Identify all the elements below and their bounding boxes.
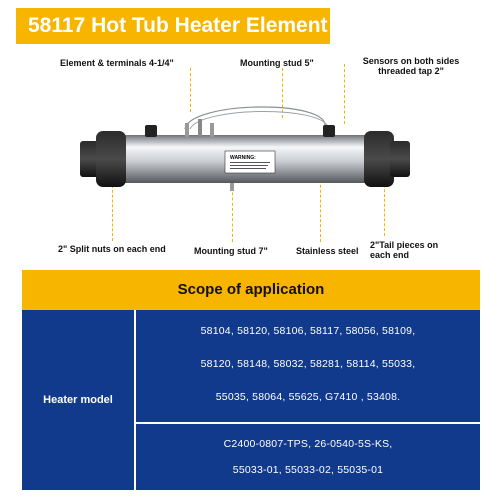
label-tail-pieces: 2"Tail pieces on each end — [370, 240, 439, 260]
label-sensors: Sensors on both sides threaded tap 2" — [362, 56, 460, 76]
scope-table — [20, 268, 482, 492]
page-title: 58117 Hot Tub Heater Element — [16, 8, 330, 44]
table-row: 55033-01, 55033-02, 55035-01 — [232, 464, 384, 476]
table-row: 58120, 58148, 58032, 58281, 58114, 55033, — [200, 358, 416, 370]
label-split-nuts: 2" Split nuts on each end — [58, 244, 166, 254]
table-row: C2400-0807-TPS, 26-0540-5S-KS, — [223, 438, 393, 450]
label-element-terminals: Element & terminals 4-1/4" — [60, 58, 174, 68]
models-cell-b — [136, 424, 480, 490]
models-cell-a — [136, 310, 480, 422]
label-stainless: Stainless steel — [296, 246, 359, 256]
table-row: 55035, 58064, 55625, G7410 , 53408. — [215, 391, 401, 403]
table-header: Scope of application — [22, 270, 480, 310]
heater-element-illustration — [80, 105, 410, 205]
heater-model-label: Heater model — [22, 310, 134, 490]
warning-label: WARNING: — [230, 155, 256, 161]
label-mounting-stud-5: Mounting stud 5" — [240, 58, 314, 68]
label-mounting-stud-7: Mounting stud 7" — [194, 246, 268, 256]
table-row: 58104, 58120, 58106, 58117, 58056, 58109, — [200, 325, 416, 337]
